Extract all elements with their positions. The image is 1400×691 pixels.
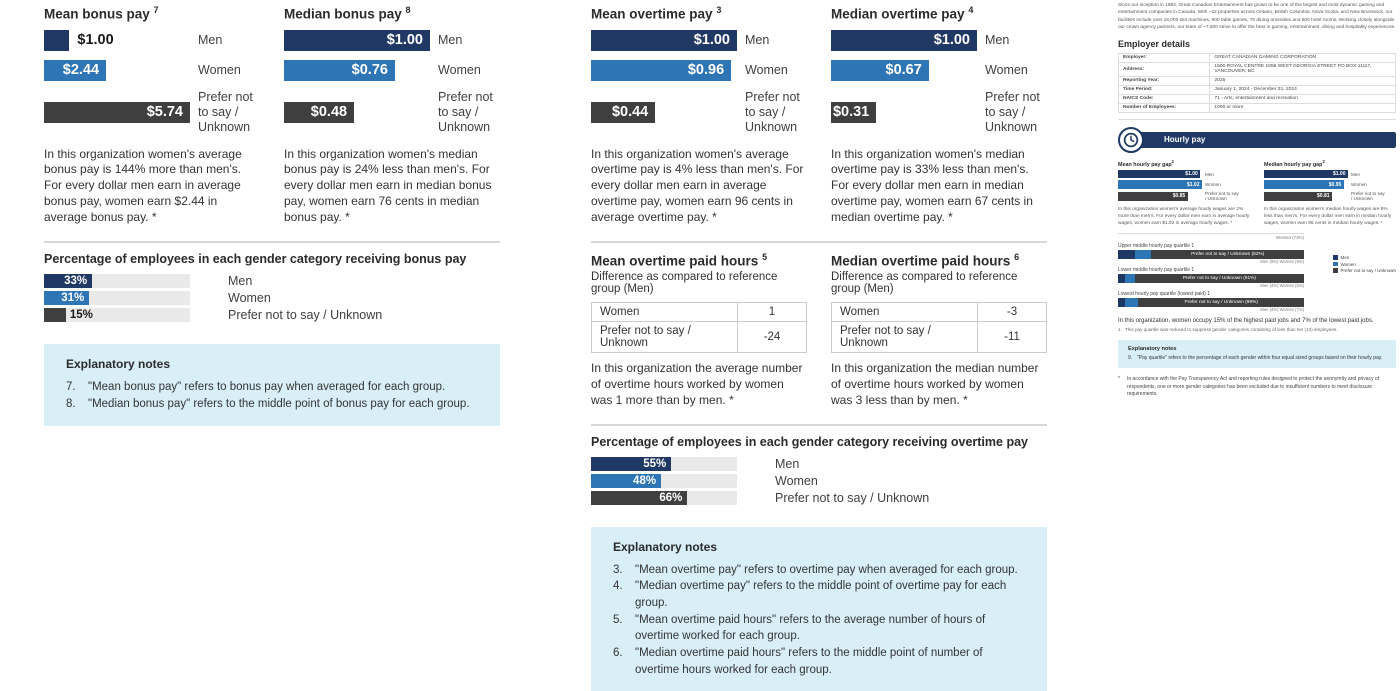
legend-item-men: Men (1333, 255, 1396, 260)
note-ref: 7 (153, 5, 159, 15)
median-overtime-pay-title: Median overtime pay $^4$ (831, 5, 974, 22)
median-overtime-paid-hours (831, 252, 1047, 408)
overtime-pay-section (591, 5, 1047, 691)
bar-label: Prefer not to say / Unknown (985, 89, 1040, 134)
bar-women (44, 60, 260, 81)
row-label: Women (592, 302, 738, 321)
men-bar (44, 30, 69, 51)
quartile-sublabel: Men (4%) Women (7%) (1260, 307, 1304, 313)
paid-hours-subtitle: Difference as compared to reference group (Men) (591, 270, 778, 295)
bar-unknown (1118, 191, 1250, 202)
table-row: Employer: GREAT CANADIAN GAMING CORPORATION (1119, 53, 1396, 62)
women-bar (44, 291, 89, 305)
row-value: -11 (978, 321, 1047, 352)
table-row: Time Period: January 1, 2024 - December 31, 2024 (1119, 85, 1396, 94)
men-segment (1118, 250, 1135, 259)
upper-quartile-women-label: Women (73%) (1276, 235, 1304, 241)
pct-bar-men (44, 274, 500, 288)
women-bar (591, 60, 731, 81)
paid-hours-subtitle: Difference as compared to reference group (Men) (831, 270, 1018, 295)
note-item: 8. "Median bonus pay" refers to the middle point of bonus pay for each group. (66, 397, 470, 410)
men-bar (591, 30, 737, 51)
unknown-bar (591, 491, 687, 505)
bar-women (284, 60, 500, 81)
explanatory-notes-hourly (1118, 340, 1396, 368)
row-label: Women (832, 302, 978, 321)
women-bar (591, 474, 661, 488)
unknown-swatch (1333, 268, 1338, 273)
explanatory-notes-overtime (591, 527, 1047, 691)
bar-value: $0.76 (351, 62, 388, 78)
men-bar (591, 457, 671, 471)
pct-bar-women (44, 291, 500, 305)
note-item: 4. "Median overtime pay" refers to the middle point of overtime pay for each group. (613, 580, 1007, 609)
paid-hours-table (831, 302, 1047, 353)
pct-overtime-title: Percentage of employees in each gender category receiving overtime pay (591, 434, 1028, 449)
men-segment (1118, 298, 1125, 307)
quartile-bar (1118, 274, 1304, 283)
table-row: NAICS Code: 71 - Arts, entertainment and recreation (1119, 94, 1396, 103)
bar-label: Women (745, 62, 788, 77)
bar-track (591, 491, 737, 505)
bar-track (44, 308, 190, 322)
quartile-footnote: 1 This pay quartile was reduced to suppress gender categories consisting of less than ten (10) employees. (1118, 327, 1338, 333)
mean-bonus-description: In this organization women's average bonus pay is 144% more than men's. For every dollar men earn in average bonus pay, women earn $2.44 in average bonus pay. * (44, 146, 242, 225)
divider (1118, 119, 1396, 120)
men-bar: $1.00 (1264, 170, 1348, 179)
bar-label: Women (198, 62, 241, 77)
explanatory-notes-bonus (44, 344, 500, 425)
bar-value: $1.00 (77, 32, 114, 48)
unknown-segment: Prefer not to say / Unknown (89%) (1138, 298, 1304, 307)
note-ref: 4 (968, 5, 974, 15)
men-segment (1118, 274, 1125, 283)
men-bar (44, 274, 92, 288)
women-bar (831, 60, 929, 81)
suppression-footnote: * In accordance with the Pay Transparency Act and reporting rules designed to protect the anonymity and privacy of respondents, one or more gender categories has been excluded due to insufficient numbers to meet disclosure requirements. (1118, 376, 1380, 398)
hourly-pay-mini-page (1118, 2, 1396, 399)
bar-value: 33% (64, 275, 88, 288)
median-hourly-title: Median hourly pay gap$^2$ (1264, 158, 1325, 168)
upper-quartile-line (1118, 233, 1304, 234)
bar-label: Prefer not to say / Unknown (198, 89, 253, 134)
bar-value: $1.00 (933, 32, 970, 48)
bar-value: $1.00 (693, 32, 730, 48)
bar-unknown (44, 90, 260, 135)
median-hourly-pay-gap-chart (1264, 159, 1396, 227)
notes-title: Explanatory notes (1128, 346, 1177, 353)
pct-bar-unknown (44, 308, 500, 322)
note-ref: 6 (1014, 252, 1020, 263)
mean-overtime-paid-hours (591, 252, 807, 408)
unknown-segment: Prefer not to say / Unknown (82%) (1151, 250, 1304, 259)
bar-label: Men (775, 456, 800, 471)
bar-value: $0.48 (310, 104, 348, 120)
median-bonus-pay-title: Median bonus pay $^8$ (284, 5, 411, 22)
section-divider (44, 241, 500, 243)
women-bar: $0.95 (1264, 180, 1344, 189)
bar-unknown (591, 90, 807, 135)
women-segment (1135, 250, 1152, 259)
note-item: 5. "Mean overtime paid hours" refers to the average number of hours of overtime worked for each group. (613, 613, 986, 643)
median-overtime-pay-chart (831, 5, 1047, 226)
bar-label: Men (985, 32, 1010, 47)
banner-title: Hourly pay (1164, 135, 1206, 145)
unknown-bar (831, 102, 876, 123)
section-divider (591, 424, 1047, 426)
quartile-legend (1333, 255, 1396, 275)
women-swatch (1333, 262, 1338, 267)
bar-value: $0.44 (611, 104, 649, 120)
quartile-row (1118, 267, 1304, 288)
row-value: -24 (738, 321, 807, 352)
table-row (592, 302, 807, 321)
row-label: Prefer not to say / Unknown (592, 321, 738, 352)
men-swatch (1333, 255, 1338, 260)
section-divider (591, 241, 1047, 243)
bar-label: Prefer not to say / Unknown (775, 490, 930, 505)
bar-label: Men (228, 274, 253, 289)
bar-track (591, 474, 737, 488)
note-item: 7. "Mean bonus pay" refers to bonus pay when averaged for each group. (66, 381, 446, 394)
unknown-bar (44, 102, 190, 123)
bar-value: $1.00 (386, 32, 423, 48)
pct-receiving-bonus-chart (44, 252, 500, 322)
table-row (832, 302, 1047, 321)
pct-receiving-overtime-chart (591, 435, 1047, 505)
note-ref: 2 (1322, 158, 1325, 164)
bar-women (1264, 180, 1396, 189)
notes-title: Explanatory notes (613, 539, 718, 554)
bar-value: $0.67 (885, 62, 922, 78)
bar-label: Women (228, 291, 271, 306)
bar-men (44, 30, 260, 51)
bar-value: $2.44 (62, 62, 100, 78)
mean-paid-hours-description: In this organization the average number of overtime hours worked by women was 1 more than by men. * (591, 360, 803, 407)
pct-bar-women (591, 474, 1047, 488)
bar-women (591, 60, 807, 81)
bar-label: Prefer not to say / Unknown (1351, 190, 1385, 202)
quartile-sublabel: Men (4%) Women (5%) (1260, 283, 1304, 289)
note-ref: 8 (405, 5, 411, 15)
mean-hourly-description: In this organization women's average hourly wages are 2% more than men's. For every dollar men earn in average hourly wages, women earn $1.02 in average hourly wages. * (1118, 206, 1250, 226)
bar-track (44, 274, 190, 288)
mean-overtime-pay-title: Mean overtime pay $^3$ (591, 5, 722, 22)
note-item: 6. "Median overtime paid hours" refers to the middle point of number of overtime hours worked for each group. (613, 646, 983, 676)
bar-label: Men (1351, 171, 1360, 177)
median-bonus-pay-chart (284, 5, 500, 226)
mean-overtime-pay-chart (591, 5, 807, 226)
bar-label: Prefer not to say / Unknown (228, 308, 383, 323)
note-ref: 5 (762, 252, 768, 263)
banner-bar (1130, 132, 1396, 148)
bar-label: Prefer not to say / Unknown (745, 89, 800, 134)
bonus-pay-section (44, 5, 500, 426)
quartile-bar (1118, 298, 1304, 307)
bar-unknown (284, 90, 500, 135)
bar-value: $0.96 (687, 62, 725, 78)
quartile-title: Lower middle hourly pay quartile 1 (1118, 267, 1195, 274)
note-item: 9. "Pay quartile" refers to the percentage of each gender within four equal sized groups based on their hourly pay. (1128, 355, 1383, 362)
median-hourly-description: In this organization women's median hourly wages are 5% less than men's. For every dollar men earn in median hourly wages, women earn 95 cents in median hourly wages. * (1264, 206, 1392, 226)
men-bar (284, 30, 430, 51)
bar-value: 55% (643, 457, 667, 470)
quartile-bar (1118, 250, 1304, 259)
bar-unknown (1264, 191, 1396, 202)
unknown-bar (44, 308, 66, 322)
bar-label: Men (1205, 171, 1214, 177)
bar-women (831, 60, 1047, 81)
employer-details-table (1118, 53, 1396, 113)
bar-women (1118, 180, 1250, 189)
men-bar (831, 30, 977, 51)
bar-label: Men (745, 32, 770, 47)
table-row (832, 321, 1047, 352)
bar-men (831, 30, 1047, 51)
bar-men (591, 30, 807, 51)
bar-label: Women (775, 473, 818, 488)
mean-hourly-pay-gap-chart (1118, 159, 1250, 227)
row-label: Prefer not to say / Unknown (832, 321, 978, 352)
women-bar (44, 60, 106, 81)
mean-bonus-pay-title: Mean bonus pay $^7$ (44, 5, 159, 22)
employer-details-heading: Employer details (1118, 38, 1191, 49)
paid-hours-table (591, 302, 807, 353)
women-segment (1125, 274, 1134, 283)
unknown-bar: $0.85 (1118, 192, 1188, 201)
quartile-row (1118, 243, 1304, 264)
unknown-bar (284, 102, 354, 123)
legend-item-women: Women (1333, 262, 1396, 267)
median-bonus-description: In this organization women's median bonus pay is 24% less than men's. For every dollar men earn in median bonus pay, women earn 76 cents in median bonus pay. * (284, 146, 492, 225)
quartile-sublabel: Men (9%) Women (9%) (1260, 259, 1304, 265)
mean-hourly-title: Mean hourly pay gap$^1$ (1118, 158, 1175, 168)
bar-label: Women (438, 62, 481, 77)
bar-value: $5.74 (146, 104, 183, 120)
row-value: 1 (738, 302, 807, 321)
bar-value: 66% (659, 491, 683, 504)
bar-label: Women (1351, 182, 1367, 188)
bar-track (591, 457, 737, 471)
clock-icon (1118, 127, 1144, 153)
table-row: Address: 1500 ROYAL CENTRE 1055 WEST GEORGIA STREET PO BOX 11117, VANCOUVER, BC (1119, 62, 1396, 76)
bar-value: $0.31 (832, 104, 870, 120)
median-overtime-description: In this organization women's median overtime pay is 33% less than men's. For every dollar men earn in median overtime pay, women earn 67 cents in median overtime pay. * (831, 146, 1033, 225)
bar-value: 48% (633, 474, 657, 487)
table-row: Reporting Year: 2025 (1119, 76, 1396, 85)
bar-label: Women (1205, 182, 1221, 188)
hourly-pay-banner (1118, 127, 1396, 153)
table-row: Number of Employees: 1000 or more (1119, 103, 1396, 112)
bar-value: 31% (61, 292, 85, 305)
bar-label: Men (198, 32, 223, 47)
row-value: -3 (978, 302, 1047, 321)
men-bar: $1.00 (1118, 170, 1200, 179)
bar-track (44, 291, 190, 305)
bar-label: Women (985, 62, 1028, 77)
mean-bonus-pay-chart (44, 5, 260, 226)
pct-bonus-title: Percentage of employees in each gender category receiving bonus pay (44, 252, 467, 267)
company-intro: Since our inception in 1982, Great Canadian Entertainment has grown to be one of the largest and most dynamic gaming and entertainment companies in Canada. With ~22 properties across Ontario, British Columbia, Nova Scotia, and New Brunswick, our facilities include over 18,000 slot machines, 600 table games, 70 dining amenities and 500 hotel rooms. Working closely alongside our crown agency partners, our team of ~7,500 strive to offer the best in gaming, entertainment, dining and hospitality experiences. (1118, 3, 1396, 31)
women-bar: $1.02 (1118, 180, 1202, 189)
women-segment (1125, 298, 1138, 307)
notes-title: Explanatory notes (66, 357, 171, 372)
median-paid-hours-title: Median overtime paid hours $^6$ (831, 252, 1020, 269)
women-bar (284, 60, 395, 81)
pct-bar-unknown (591, 491, 1047, 505)
quartile-summary: In this organization, women occupy 15% of the highest paid jobs and 7% of the lowest paid jobs. (1118, 318, 1374, 325)
bar-value: 15% (69, 309, 93, 322)
bar-men (1264, 170, 1396, 179)
bar-label: Prefer not to say / Unknown (438, 89, 493, 134)
mean-paid-hours-title: Mean overtime paid hours $^5$ (591, 252, 768, 269)
bar-men (1118, 170, 1250, 179)
unknown-segment: Prefer not to say / Unknown (91%) (1135, 274, 1304, 283)
unknown-bar (591, 102, 655, 123)
mean-overtime-description: In this organization women's average overtime pay is 4% less than men's. For every dollar men earn in average overtime pay, women earn 96 cents in average overtime pay. * (591, 146, 804, 225)
bar-label: Men (438, 32, 463, 47)
bar-men (284, 30, 500, 51)
pay-quartiles-chart (1118, 233, 1396, 312)
median-paid-hours-description: In this organization the median number of overtime hours worked by women was 3 less than by men. * (831, 360, 1039, 407)
bar-label: Prefer not to say / Unknown (1205, 190, 1239, 202)
quartile-title: Upper middle hourly pay quartile 1 (1118, 243, 1195, 250)
bar-unknown (831, 90, 1047, 135)
unknown-bar: $0.81 (1264, 192, 1332, 201)
note-ref: 1 (1171, 158, 1175, 164)
table-row (592, 321, 807, 352)
legend-item-unknown: Prefer not to say / Unknown (1333, 268, 1396, 273)
note-item: 3. "Mean overtime pay" refers to overtime pay when averaged for each group. (613, 563, 1018, 576)
quartile-row (1118, 291, 1304, 312)
pct-bar-men (591, 457, 1047, 471)
quartile-title: Lowest hourly pay quartile (lowest paid) 1 (1118, 291, 1210, 298)
note-ref: 3 (716, 5, 722, 15)
